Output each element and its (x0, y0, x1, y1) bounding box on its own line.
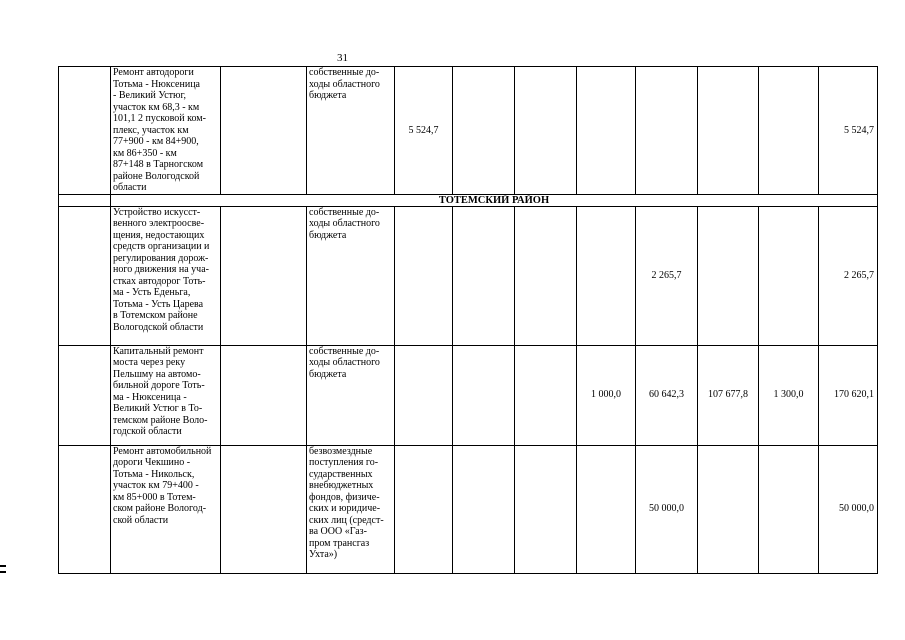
object-name-line: Устройство искусст- (113, 206, 201, 218)
funding-source-line: ходы областного (309, 218, 380, 229)
funding-source-line: ходы областного (309, 357, 380, 368)
object-name-line: 101,1 2 пусковой ком- (113, 113, 206, 124)
value-cell (759, 445, 819, 573)
object-name-line: ской области (113, 514, 169, 526)
total-cell: 50 000,0 (819, 445, 878, 573)
object-name-cell (111, 445, 221, 573)
value-cell (759, 206, 819, 345)
object-name-line: Вологодской области (113, 321, 204, 333)
value-cell (453, 67, 515, 195)
object-name-cell (111, 345, 221, 445)
row-number-cell (59, 67, 111, 195)
value-cell (759, 67, 819, 195)
row-number-cell (59, 206, 111, 345)
funding-source-cell (307, 345, 395, 445)
object-name-line: годской области (113, 426, 182, 437)
value-cell: 5 524,7 (395, 67, 453, 195)
object-name-line: плекс, участок км (113, 124, 189, 136)
value-cell (515, 206, 577, 345)
object-name-line: Пельшму на автомо- (113, 368, 201, 380)
object-name-line: ском районе Вологод- (113, 503, 207, 514)
object-name-line: км 85+000 в Тотем- (113, 491, 196, 503)
value-cell (395, 445, 453, 573)
value-cell (515, 67, 577, 195)
page-number: 31 (337, 52, 348, 64)
object-name-line: венного электроосве- (113, 218, 205, 229)
object-name-line: 77+900 - км 84+900, (113, 136, 199, 147)
value-cell: 1 300,0 (759, 345, 819, 445)
funding-source-line: бюджета (309, 368, 347, 380)
value-cell: 60 642,3 (636, 345, 698, 445)
object-name-line: Тотьма - Нюксеница (113, 78, 200, 90)
table-row (59, 345, 878, 445)
object-name-line: щения, недостающих (113, 229, 205, 241)
object-name-line: км 86+350 - км (113, 147, 177, 159)
funding-source-line: поступления го- (309, 457, 379, 468)
value-cell (515, 345, 577, 445)
value-cell (698, 206, 759, 345)
funding-source-cell (307, 206, 395, 345)
value-cell: 107 677,8 (698, 345, 759, 445)
object-name-line: дороги Чекшино - (113, 457, 191, 468)
empty-cell (221, 67, 307, 195)
funding-source-line: сударственных (309, 468, 373, 480)
value-cell (515, 445, 577, 573)
value-cell (577, 67, 636, 195)
total-cell: 5 524,7 (819, 67, 878, 195)
object-name-line: в Тотемском районе (113, 310, 198, 321)
row-number-cell (59, 445, 111, 573)
object-name-line: районе Вологодской (113, 170, 200, 182)
value-cell (453, 206, 515, 345)
object-name-line: участок км 68,3 - км (113, 101, 200, 113)
empty-cell (221, 345, 307, 445)
funding-source-line: бюджета (309, 90, 347, 101)
value-cell (453, 345, 515, 445)
value-cell (453, 445, 515, 573)
value-cell (577, 445, 636, 573)
object-name-line: средств организации и (113, 241, 210, 252)
object-name-line: Тотьма - Никольск, (113, 468, 195, 480)
value-cell (698, 67, 759, 195)
funding-source-line: ских и юридиче- (309, 503, 381, 514)
funding-source-line: ских лиц (средст- (309, 514, 384, 526)
object-name-line: - Великий Устюг, (113, 90, 186, 101)
object-name-line: темском районе Воло- (113, 414, 208, 426)
funding-source-line: безвозмездные (309, 445, 373, 457)
row-number-cell (59, 345, 111, 445)
funding-source-cell (307, 67, 395, 195)
value-cell: 2 265,7 (636, 206, 698, 345)
budget-table (58, 66, 878, 574)
value-cell (395, 206, 453, 345)
value-cell: 1 000,0 (577, 345, 636, 445)
scan-edge-mark (0, 571, 6, 573)
table-row (59, 445, 878, 573)
object-name-line: 87+148 в Тарногском (113, 159, 204, 170)
funding-source-line: внебюджетных (309, 480, 374, 491)
funding-source-line: собственные до- (309, 67, 380, 78)
funding-source-line: фондов, физиче- (309, 491, 380, 503)
object-name-line: ма - Нюксеница - (113, 391, 187, 403)
value-cell (698, 445, 759, 573)
funding-source-cell (307, 445, 395, 573)
object-name-cell (111, 67, 221, 195)
total-cell: 2 265,7 (819, 206, 878, 345)
funding-source-line: Ухта») (309, 549, 338, 560)
scan-edge-mark (0, 565, 6, 567)
total-cell: 170 620,1 (819, 345, 878, 445)
object-name-line: Ремонт автомобильной (113, 445, 212, 457)
value-cell (395, 345, 453, 445)
funding-source-line: пром трансгаз (309, 537, 370, 549)
value-cell: 50 000,0 (636, 445, 698, 573)
district-header: ТОТЕМСКИЙ РАЙОН (111, 194, 878, 206)
district-header-row (59, 194, 878, 206)
object-name-line: Великий Устюг в То- (113, 403, 203, 414)
funding-source-line: ва ООО «Газ- (309, 526, 367, 537)
object-name-line: Ремонт автодороги (113, 67, 194, 78)
object-name-line: Тотьма - Усть Царева (113, 298, 204, 310)
funding-source-line: собственные до- (309, 345, 380, 357)
value-cell (577, 206, 636, 345)
object-name-line: регулирования дорож- (113, 252, 209, 264)
object-name-line: Капитальный ремонт (113, 345, 204, 357)
object-name-line: стках автодорог Тоть- (113, 275, 206, 287)
funding-source-line: ходы областного (309, 78, 380, 90)
empty-cell (221, 206, 307, 345)
empty-cell (221, 445, 307, 573)
funding-source-line: бюджета (309, 229, 347, 241)
object-name-line: области (113, 182, 147, 193)
table-row (59, 206, 878, 345)
table-row (59, 67, 878, 195)
value-cell (636, 67, 698, 195)
funding-source-line: собственные до- (309, 206, 380, 218)
object-name-line: ного движения на уча- (113, 264, 209, 275)
empty-cell (59, 194, 111, 206)
object-name-cell (111, 206, 221, 345)
object-name-line: ма - Усть Еденьга, (113, 287, 191, 298)
object-name-line: моста через реку (113, 357, 186, 368)
object-name-line: бильной дороге Тоть- (113, 380, 205, 391)
object-name-line: участок км 79+400 - (113, 480, 199, 491)
